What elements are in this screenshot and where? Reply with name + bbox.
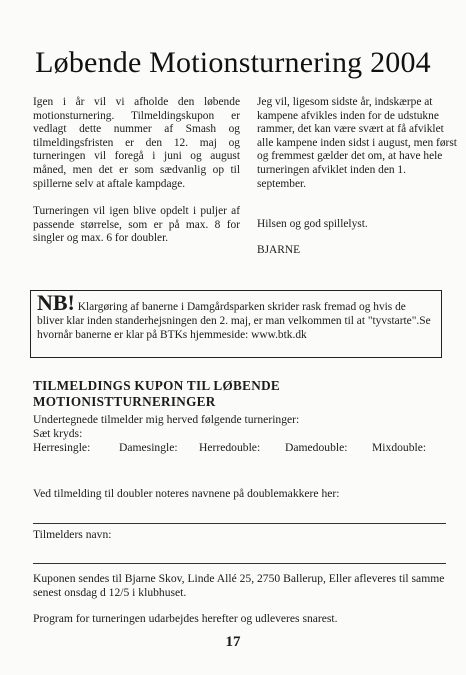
program-note: Program for turneringen udarbejdes herefter og udleveres snarest.	[33, 612, 338, 625]
option-damesingle[interactable]: Damesingle:	[119, 441, 178, 454]
intro-left-column	[33, 96, 240, 246]
option-mixdouble[interactable]: Mixdouble:	[372, 441, 427, 454]
coupon-intro: Undertegnede tilmelder mig herved følgende turneringer:	[33, 413, 300, 426]
coupon-kryds-label: Sæt kryds:	[33, 427, 83, 440]
intro-paragraph: Turneringen vil igen blive opdelt i puljer af passende størrelse, som er på max. 8 for singler og max. 6 for doubler.	[33, 205, 240, 245]
intro-paragraph: Igen i år vil vi afholde den løbende motionsturnering. Tilmeldingskupon er vedlagt dette nummer af Smash og tilmeldingsfristen er den 12. maj og turneringen vil foregå i juni og august måned, men det er som sædvanlig op til spillerne selv at aftale kampdage.	[33, 96, 240, 190]
page-title: Løbende Motionsturnering 2004	[35, 46, 431, 79]
notice-label: NB!	[37, 290, 75, 315]
intro-paragraph: Jeg vil, ligesom sidste år, indskærpe at kampene afvikles inden for de udstukne rammer, det kan være svært at få afviklet alle kampene inden sidst i august, men først og fremmest gælder det om, at have hele turneringen afviklet inden den 1. september.	[257, 96, 457, 190]
notice-text: Klargøring af banerne i Damgårdsparken skrider rask fremad og hvis de bliver klar inden standerhejsningen den 2. maj, er man velkommen til at "tyvstarte".Se hvornår banerne er klar på BTKs hjemmeside: www.btk.dk	[37, 301, 431, 341]
double-partner-line[interactable]	[33, 523, 446, 524]
option-herresingle[interactable]: Herresingle:	[33, 441, 91, 454]
option-herredouble[interactable]: Herredouble:	[199, 441, 261, 454]
coupon-title: TILMELDINGS KUPON TIL LØBENDE MOTIONISTTURNERINGER	[33, 378, 280, 409]
notice-box	[30, 290, 442, 358]
send-note: Kuponen sendes til Bjarne Skov, Linde Allé 25, 2750 Ballerup, Eller afleveres til samme senest onsdag d 12/5 i klubhuset.	[33, 572, 445, 599]
option-damedouble[interactable]: Damedouble:	[285, 441, 348, 454]
greeting: Hilsen og god spillelyst.	[257, 218, 368, 231]
double-partner-note: Ved tilmelding til doubler noteres navnene på doublemakkere her:	[33, 487, 340, 500]
name-label: Tilmelders navn:	[33, 528, 112, 541]
intro-right-column	[257, 96, 457, 257]
name-line[interactable]	[33, 563, 446, 564]
signature: BJARNE	[257, 243, 301, 256]
page-number: 17	[225, 634, 241, 650]
